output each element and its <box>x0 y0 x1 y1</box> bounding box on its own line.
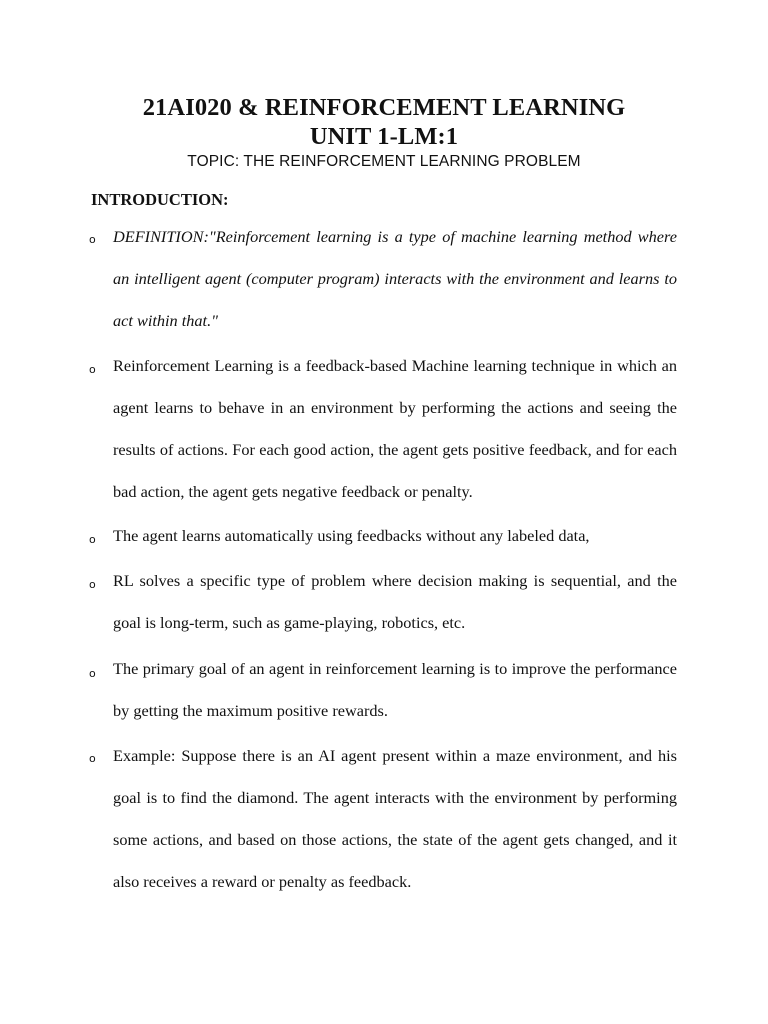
list-item-text: RL solves a specific type of problem where decision making is sequential, and the goal is long-term, such as game-playing, robotics, etc. <box>113 571 677 632</box>
list-item-text: The agent learns automatically using feedbacks without any labeled data, <box>113 526 590 545</box>
bullet-marker: o <box>89 752 96 765</box>
document-title: 21AI020 & REINFORCEMENT LEARNING <box>142 94 626 121</box>
bullet-marker: o <box>89 667 96 680</box>
list-item-text: Reinforcement Learning is a feedback-based Machine learning technique in which an agent learns to behave in an environment by performing the actions and seeing the results of actions. For each good action, the agent gets positive feedback, and for each bad action, the agent gets negative feedback or penalty. <box>113 356 677 501</box>
list-item-text: Example: Suppose there is an AI agent present within a maze environment, and his goal is to find the diamond. The agent interacts with the environment by performing some actions, and based on those actions, the state of the agent gets changed, and it also receives a reward or penalty as feedback. <box>113 746 677 891</box>
unit-title: UNIT 1-LM:1 <box>309 123 459 150</box>
section-heading: INTRODUCTION: <box>91 190 229 209</box>
topic-line: TOPIC: THE REINFORCEMENT LEARNING PROBLEM <box>187 153 581 170</box>
bullet-marker: o <box>89 533 96 546</box>
bullet-marker: o <box>89 233 96 246</box>
list-item-text: The primary goal of an agent in reinforcement learning is to improve the performance by getting the maximum positive rewards. <box>113 659 677 720</box>
bullet-marker: o <box>89 578 96 591</box>
definition-text: DEFINITION:"Reinforcement learning is a type of machine learning method where an intelligent agent (computer program) interacts with the environment and learns to act within that." <box>113 227 677 330</box>
bullet-marker: o <box>89 363 96 376</box>
